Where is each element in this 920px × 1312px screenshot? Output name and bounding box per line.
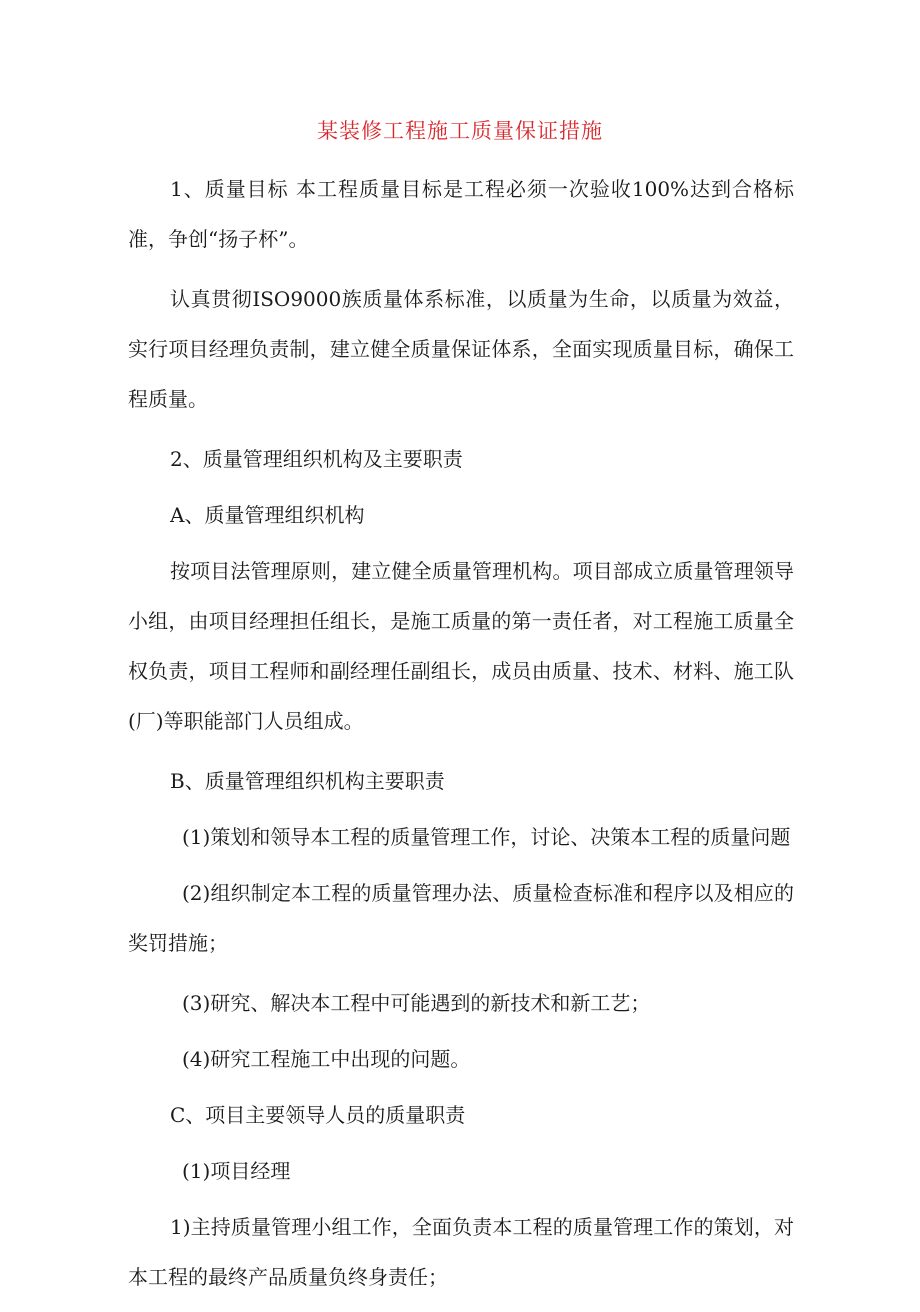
list-item-3: (3)研究、解决本工程中可能遇到的新技术和新工艺； xyxy=(182,991,651,1015)
list-item-4: (4)研究工程施工中出现的问题。 xyxy=(182,1047,471,1071)
list-item-1: (1)策划和领导本工程的质量管理工作，讨论、决策本工程的质量问题 xyxy=(182,825,791,849)
list-item-2: (2)组织制定本工程的质量管理办法、质量检查标准和程序以及相应的奖罚措施； xyxy=(128,881,794,955)
paragraph-manager-duty-1: 1)主持质量管理小组工作，全面负责本工程的质量管理工作的策划，对本工程的最终产品质量负终身责任； xyxy=(128,1215,794,1289)
document-body xyxy=(128,164,794,1312)
heading-section-b: B、质量管理组织机构主要职责 xyxy=(170,769,445,793)
paragraph-organization: 按项目法管理原则，建立健全质量管理机构。项目部成立质量管理领导小组，由项目经理担任组长，是施工质量的第一责任者，对工程施工质量全权负责，项目工程师和副经理任副组长，成员由质量、技术、材料、施工队(厂)等职能部门人员组成。 xyxy=(128,559,794,733)
paragraph-quality-goal: 1、质量目标 本工程质量目标是工程必须一次验收100%达到合格标准，争创“扬子杯”。 xyxy=(128,177,794,251)
heading-section-2: 2、质量管理组织机构及主要职责 xyxy=(170,447,463,471)
heading-section-a: A、质量管理组织机构 xyxy=(170,503,365,527)
heading-section-c: C、项目主要领导人员的质量职责 xyxy=(170,1103,466,1127)
sub-heading-project-manager: (1)项目经理 xyxy=(182,1159,291,1183)
paragraph-iso9000: 认真贯彻ISO9000族质量体系标准，以质量为生命，以质量为效益，实行项目经理负责制，建立健全质量保证体系，全面实现质量目标，确保工程质量。 xyxy=(128,287,794,411)
document-title: 某装修工程施工质量保证措施 xyxy=(317,119,603,143)
